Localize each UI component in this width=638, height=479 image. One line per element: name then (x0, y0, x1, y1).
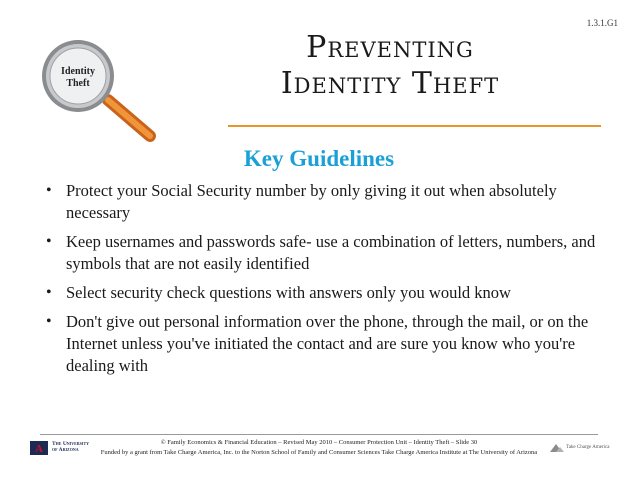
take-charge-america-logo-text: Take Charge America (566, 445, 610, 450)
magnifier-icon (30, 38, 170, 148)
slide-id: 1.3.1.G1 (586, 18, 618, 28)
title-line2: Identity Theft (280, 66, 500, 101)
bullet-icon: • (46, 284, 52, 301)
list-item (0, 180, 638, 224)
footer (0, 438, 638, 458)
logo-left-line2: of Arizona (52, 447, 79, 453)
subtitle: Key Guidelines (243, 146, 395, 171)
magnifier-label-line2: Theft (66, 78, 90, 89)
bullet-icon: • (46, 182, 52, 199)
list-item-text: Protect your Social Security number by only giving it out when absolutely necessary (66, 181, 557, 222)
list-item-text: Don't give out personal information over the phone, through the mail, or on the Internet unless you've initiated the contact and are sure you know who you're dealing with (66, 312, 589, 375)
title-line1: Preventing (306, 30, 474, 65)
svg-text:A: A (35, 443, 43, 455)
list-item-text: Select security check questions with answers only you would know (66, 283, 511, 302)
page-title (240, 30, 540, 102)
magnifier-label-line1: Identity (61, 66, 95, 77)
list-item-text: Keep usernames and passwords safe- use a combination of letters, numbers, and symbols that are not easily identified (66, 232, 596, 273)
logo-left-line1: The University (52, 441, 90, 447)
footer-divider (40, 434, 598, 435)
title-divider (228, 125, 601, 127)
bullet-icon: • (46, 233, 52, 250)
list-item (0, 282, 638, 304)
bullet-list (0, 180, 638, 384)
bullet-icon: • (46, 313, 52, 330)
list-item (0, 311, 638, 377)
footer-line1: © Family Economics & Financial Education – Revised May 2010 – Consumer Protection Unit – Identity Theft – Slide 30 (160, 439, 478, 446)
list-item (0, 231, 638, 275)
footer-line2: Funded by a grant from Take Charge America, Inc. to the Norton School of Family and Consumer Sciences Take Charge America Institute at The University of Arizona (100, 449, 538, 456)
